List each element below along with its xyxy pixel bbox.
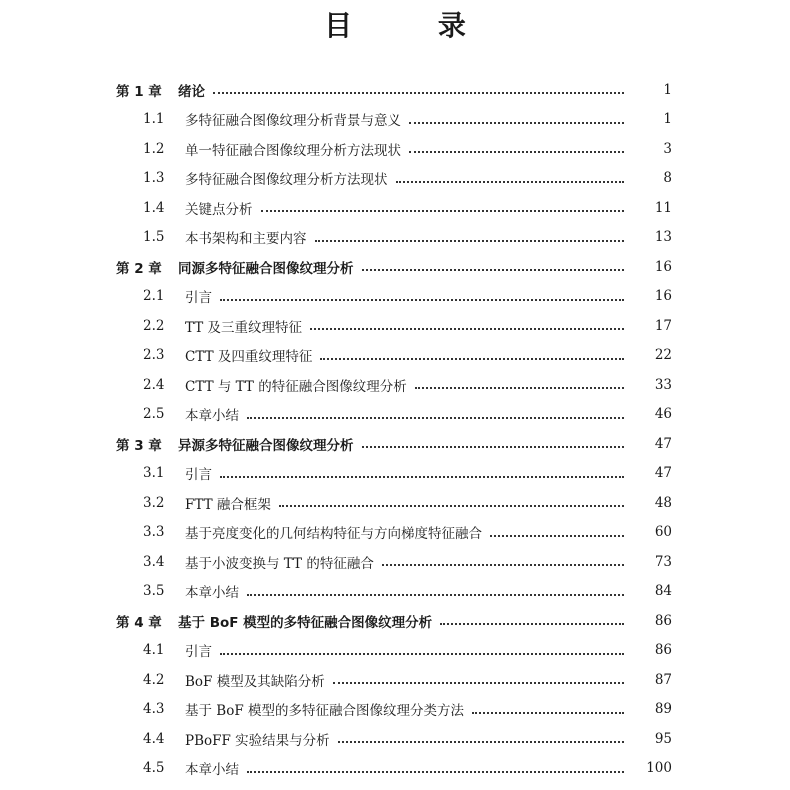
dot-leader [213,91,624,94]
dot-leader [490,534,624,537]
dot-leader [440,622,624,625]
chapter-title: 同源多特征融合图像纹理分析 [178,260,354,277]
toc-section-entry[interactable] [0,754,790,784]
toc-section-entry[interactable] [0,665,790,695]
section-title: CTT 及四重纹理特征 [185,349,313,366]
page-number: 1 [663,81,672,98]
section-number: 4.1 [143,642,165,659]
section-number: 3.2 [143,494,165,511]
section-number: 1.3 [143,170,165,187]
section-title: 本章小结 [185,408,239,425]
dot-leader [320,357,624,360]
page-number: 89 [654,701,672,718]
toc-chapter-entry[interactable] [0,252,790,282]
toc-section-entry[interactable] [0,724,790,754]
dot-leader [279,504,624,507]
section-title: 本章小结 [185,762,239,779]
section-title: 多特征融合图像纹理分析背景与意义 [185,113,401,130]
dot-leader [362,268,625,271]
toc-section-entry[interactable] [0,636,790,666]
section-title: 本书架构和主要内容 [185,231,307,248]
toc-section-entry[interactable] [0,164,790,194]
section-title: FTT 融合框架 [185,496,271,513]
page-number: 16 [654,258,672,275]
section-number: 2.5 [143,406,165,423]
section-title: 基于 BoF 模型的多特征融合图像纹理分类方法 [185,703,464,720]
toc-section-entry[interactable] [0,695,790,725]
page-number: 1 [663,111,672,128]
page-number: 46 [654,406,672,423]
section-number: 3.5 [143,583,165,600]
page-number: 60 [654,524,672,541]
dot-leader [409,150,624,153]
toc-section-entry[interactable] [0,282,790,312]
dot-leader [382,563,624,566]
section-title: 引言 [185,290,212,307]
section-number: 1.5 [143,229,165,246]
toc-section-entry[interactable] [0,370,790,400]
page-number: 87 [654,671,672,688]
section-number: 4.5 [143,760,165,777]
section-title: BoF 模型及其缺陷分析 [185,673,325,690]
toc-chapter-entry[interactable] [0,606,790,636]
dot-leader [472,711,624,714]
section-title: 本章小结 [185,585,239,602]
section-number: 3.4 [143,553,165,570]
section-title: 多特征融合图像纹理分析方法现状 [185,172,388,189]
section-number: 1.4 [143,199,165,216]
section-title: 引言 [185,644,212,661]
dot-leader [247,416,624,419]
toc-section-entry[interactable] [0,105,790,135]
section-number: 1.2 [143,140,165,157]
dot-leader [396,180,625,183]
page-number: 8 [663,170,672,187]
page-number: 86 [654,642,672,659]
dot-leader [247,770,624,773]
section-number: 2.1 [143,288,165,305]
dot-leader [415,386,624,389]
dot-leader [220,652,624,655]
page-number: 84 [654,583,672,600]
page-number: 47 [654,465,672,482]
toc-section-entry[interactable] [0,311,790,341]
page-number: 33 [654,376,672,393]
section-title: 单一特征融合图像纹理分析方法现状 [185,142,401,159]
toc-section-entry[interactable] [0,341,790,371]
page-number: 17 [654,317,672,334]
section-number: 1.1 [143,111,165,128]
chapter-title: 绪论 [178,83,205,100]
section-number: 4.3 [143,701,165,718]
page-number: 3 [663,140,672,157]
section-number: 3.3 [143,524,165,541]
section-number: 2.3 [143,347,165,364]
dot-leader [220,475,624,478]
toc-section-entry[interactable] [0,459,790,489]
dot-leader [409,121,624,124]
page-number: 11 [654,199,672,216]
page-number: 48 [654,494,672,511]
toc-section-entry[interactable] [0,577,790,607]
toc-section-entry[interactable] [0,518,790,548]
toc-section-entry[interactable] [0,134,790,164]
dot-leader [362,445,625,448]
section-title: PBoFF 实验结果与分析 [185,732,330,749]
dot-leader [247,593,624,596]
toc-section-entry[interactable] [0,193,790,223]
section-number: 3.1 [143,465,165,482]
page-number: 73 [654,553,672,570]
chapter-number: 第 1 章 [116,83,162,100]
dot-leader [333,681,624,684]
section-title: CTT 与 TT 的特征融合图像纹理分析 [185,378,407,395]
dot-leader [310,327,624,330]
chapter-number: 第 3 章 [116,437,162,454]
page-title: 目 录 [324,9,504,42]
page-number: 16 [654,288,672,305]
section-title: 关键点分析 [185,201,253,218]
section-title: 基于亮度变化的几何结构特征与方向梯度特征融合 [185,526,482,543]
section-number: 2.2 [143,317,165,334]
toc-chapter-entry[interactable] [0,429,790,459]
page-number: 13 [654,229,672,246]
toc-section-entry[interactable] [0,223,790,253]
section-number: 4.4 [143,730,165,747]
page-number: 95 [654,730,672,747]
dot-leader [220,298,624,301]
chapter-number: 第 2 章 [116,260,162,277]
chapter-title: 异源多特征融合图像纹理分析 [178,437,354,454]
chapter-title: 基于 BoF 模型的多特征融合图像纹理分析 [178,614,433,631]
chapter-number: 第 4 章 [116,614,162,631]
toc-section-entry[interactable] [0,400,790,430]
toc-chapter-entry[interactable] [0,75,790,105]
section-title: TT 及三重纹理特征 [185,319,303,336]
dot-leader [338,740,624,743]
section-number: 2.4 [143,376,165,393]
section-title: 引言 [185,467,212,484]
section-number: 4.2 [143,671,165,688]
page-number: 86 [654,612,672,629]
page-number: 100 [646,760,672,777]
toc-section-entry[interactable] [0,488,790,518]
dot-leader [315,239,625,242]
toc-section-entry[interactable] [0,547,790,577]
page-number: 47 [654,435,672,452]
table-of-contents [0,75,790,783]
page-number: 22 [654,347,672,364]
section-title: 基于小波变换与 TT 的特征融合 [185,555,374,572]
dot-leader [261,209,625,212]
